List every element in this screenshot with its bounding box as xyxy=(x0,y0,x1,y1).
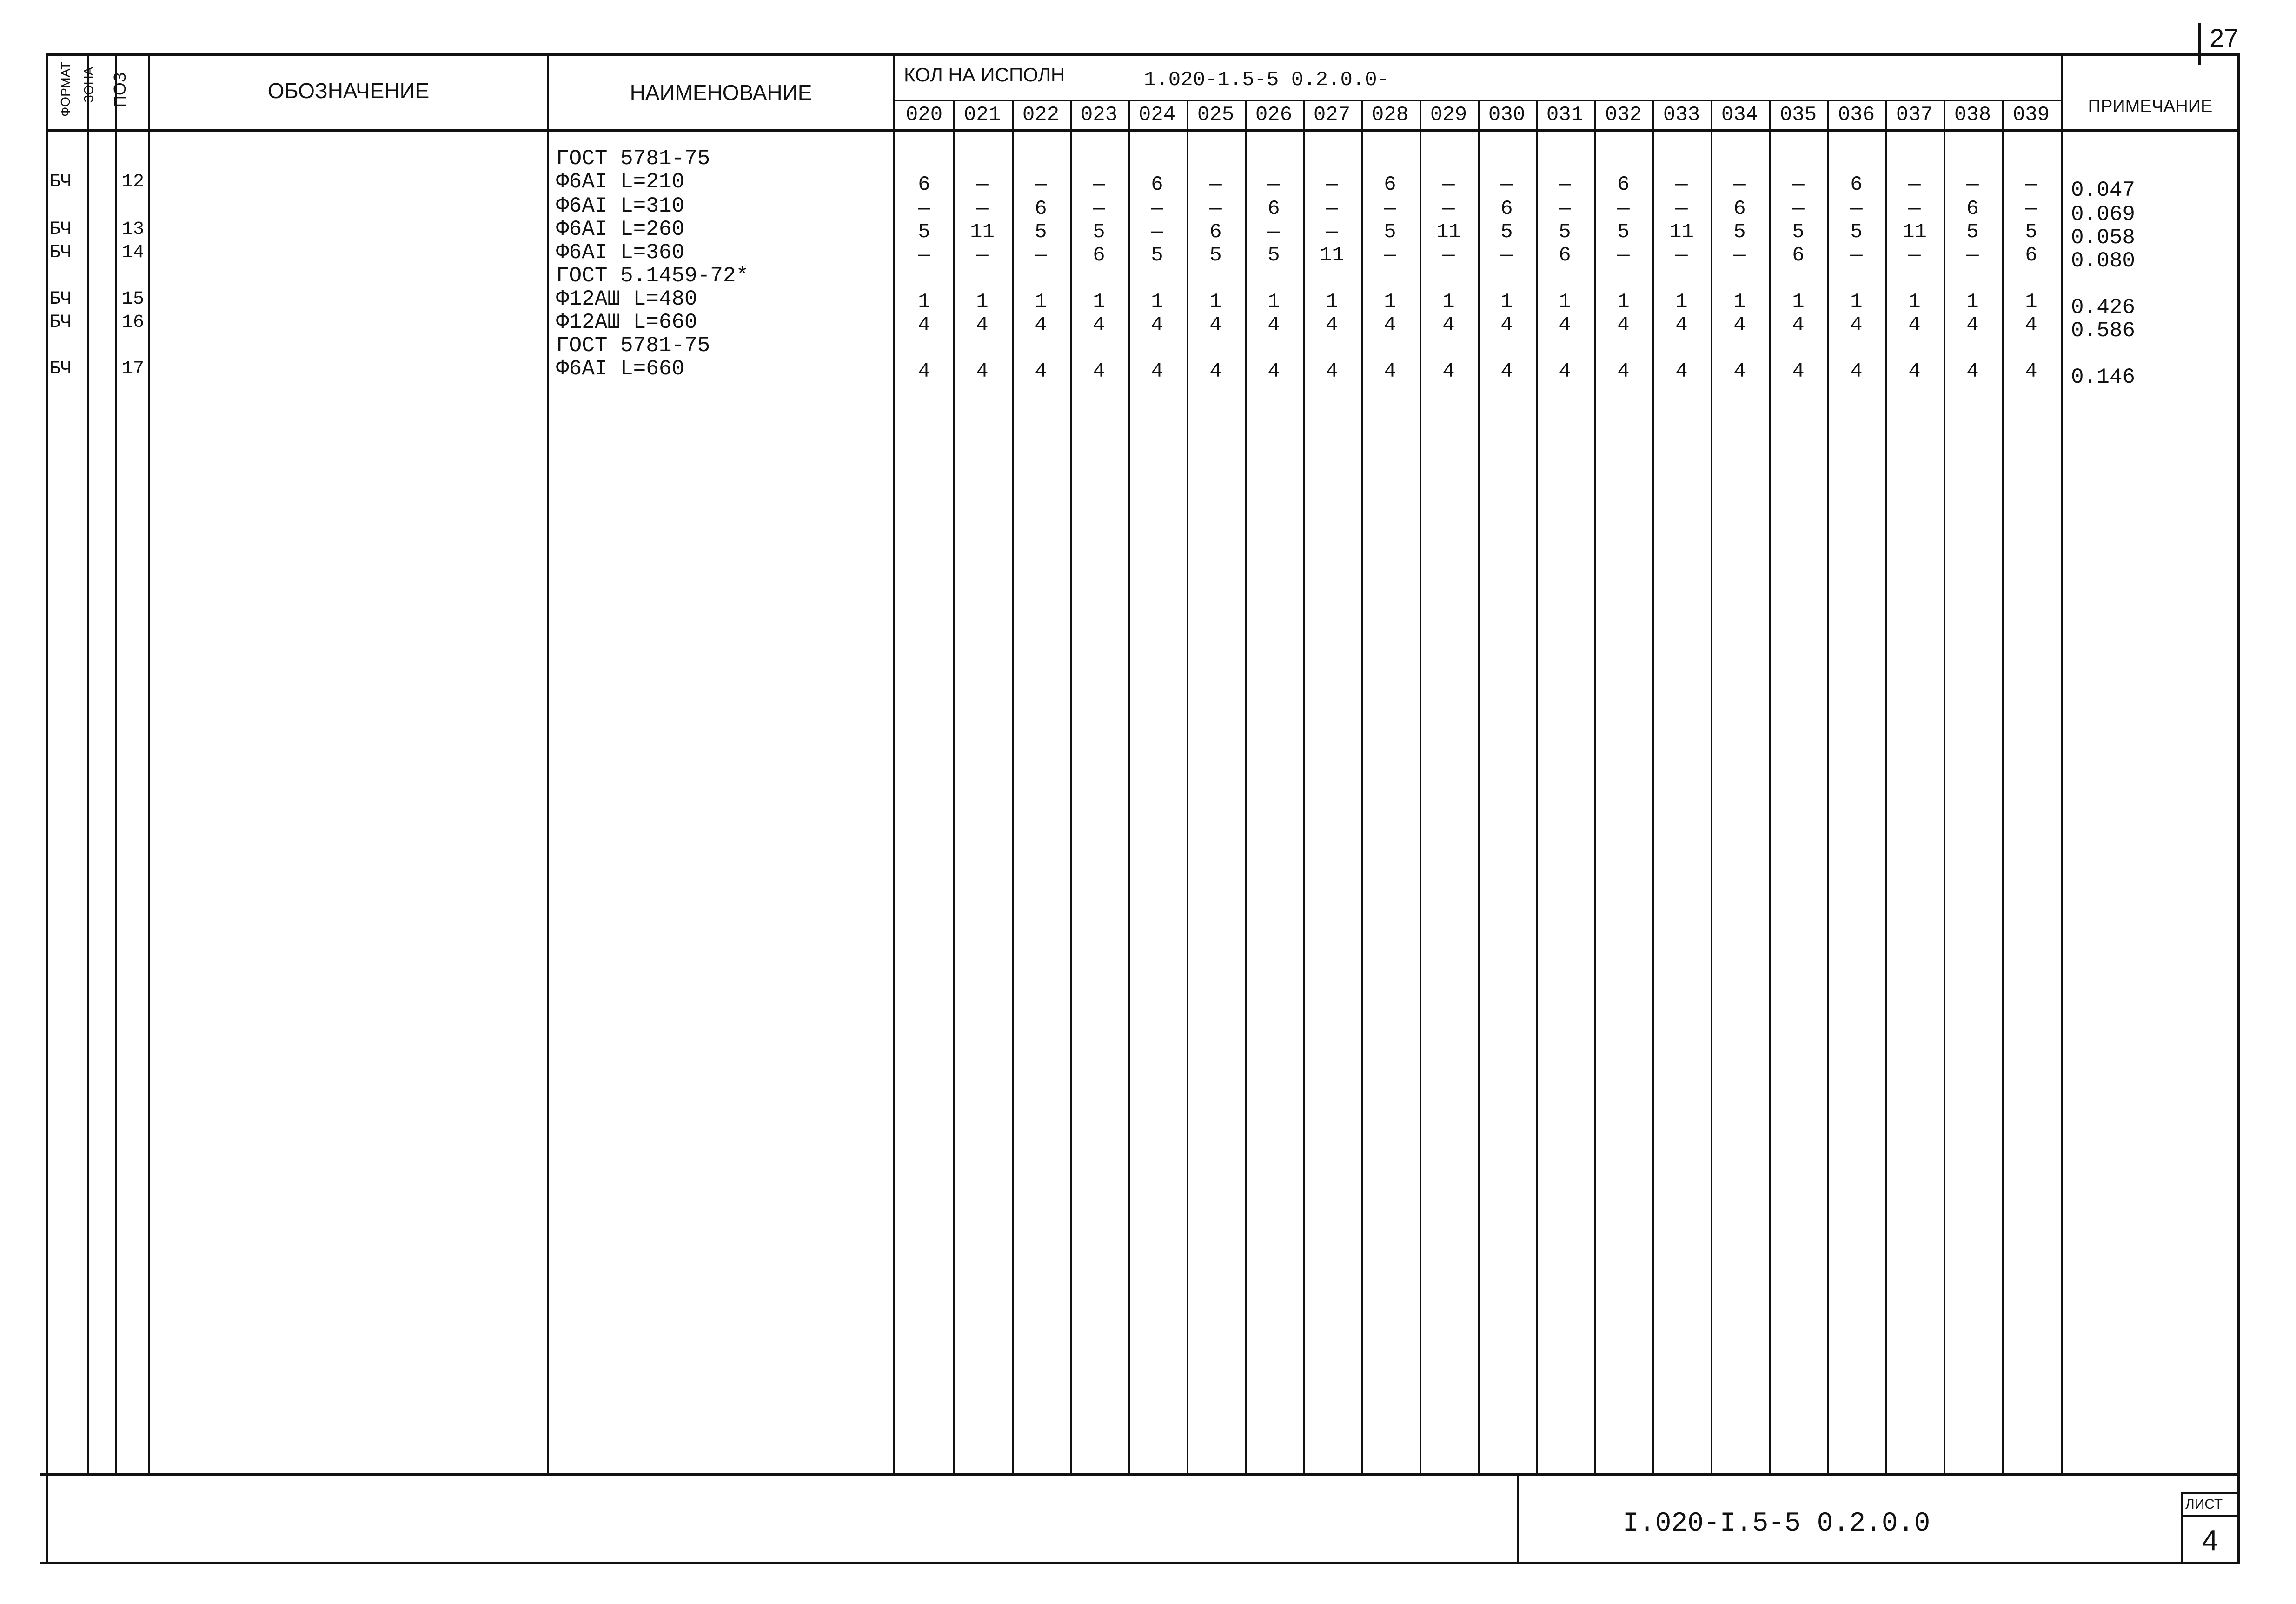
qty-cell: — xyxy=(1966,173,1979,196)
version-header: 030 xyxy=(1488,103,1526,126)
name-line: Ф12АШ L=480 xyxy=(556,287,697,311)
qty-cell: — xyxy=(2025,173,2037,196)
version-header: 020 xyxy=(905,103,943,126)
qty-cell: 1 xyxy=(1850,290,1863,313)
title-block-divider xyxy=(1517,1473,1519,1564)
qty-cell: 6 xyxy=(1151,173,1163,196)
qty-cell: 5 xyxy=(1267,244,1280,267)
name-line: Ф6АI L=310 xyxy=(556,194,685,218)
qty-cell: 1 xyxy=(1733,290,1746,313)
qty-cell: 6 xyxy=(2025,244,2037,267)
qty-cell: 6 xyxy=(1209,220,1222,244)
version-header: 033 xyxy=(1663,103,1700,126)
name-line: Ф6АI L=360 xyxy=(556,240,685,265)
qty-cell: 5 xyxy=(1559,220,1571,244)
version-header: 038 xyxy=(1954,103,1991,126)
qty-cell: — xyxy=(1792,173,1805,196)
row-format: БЧ xyxy=(49,359,72,379)
qty-cell: — xyxy=(1093,197,1105,220)
row-format: БЧ xyxy=(49,172,72,193)
qty-cell: 4 xyxy=(1733,313,1746,337)
qty-cell: 4 xyxy=(1559,360,1571,383)
qty-cell: 4 xyxy=(1151,360,1163,383)
qty-cell: 4 xyxy=(1966,313,1979,337)
row-format: БЧ xyxy=(49,289,72,310)
version-header: 032 xyxy=(1605,103,1642,126)
qty-cell: — xyxy=(918,244,930,267)
qty-cell: — xyxy=(1908,244,1921,267)
qty-cell: 4 xyxy=(2025,313,2037,337)
row-format: БЧ xyxy=(49,219,72,240)
qty-cell: 11 xyxy=(1436,220,1461,244)
frame-top xyxy=(46,53,2240,56)
frame-bottom xyxy=(40,1562,2240,1564)
qty-cell: 4 xyxy=(918,360,930,383)
qty-cell: 6 xyxy=(918,173,930,196)
qty-cell: 4 xyxy=(1675,360,1688,383)
qty-cell: — xyxy=(1209,173,1222,196)
version-header: 024 xyxy=(1138,103,1176,126)
doc-code: I.020-I.5-5 0.2.0.0 xyxy=(1623,1509,1931,1539)
qty-cell: — xyxy=(1966,244,1979,267)
qty-cell: 4 xyxy=(976,313,989,337)
version-header: 031 xyxy=(1546,103,1584,126)
qty-cell: 5 xyxy=(1093,220,1105,244)
qty-cell: 4 xyxy=(2025,360,2037,383)
qty-cell: 6 xyxy=(1384,173,1396,196)
qty-cell: — xyxy=(1792,197,1805,220)
qty-cell: 4 xyxy=(1908,313,1921,337)
qty-cell: 1 xyxy=(1792,290,1805,313)
page-number-divider xyxy=(2198,23,2201,65)
sheet-box-top xyxy=(2181,1492,2240,1494)
qty-cell: — xyxy=(1384,197,1396,220)
qty-cell: 4 xyxy=(1209,360,1222,383)
qty-cell: 4 xyxy=(1326,313,1338,337)
qty-cell: 4 xyxy=(1267,360,1280,383)
qty-cell: 4 xyxy=(1850,313,1863,337)
qty-cell: 1 xyxy=(1442,290,1455,313)
qty-cell: 5 xyxy=(2025,220,2037,244)
qty-cell: — xyxy=(1675,244,1688,267)
qty-cell: 5 xyxy=(1733,220,1746,244)
qty-cell: — xyxy=(1908,173,1921,196)
name-line: Ф6АI L=260 xyxy=(556,217,685,241)
row-note: 0.586 xyxy=(2071,319,2136,343)
qty-cell: 1 xyxy=(1675,290,1688,313)
qty-cell: 4 xyxy=(918,313,930,337)
version-header: 028 xyxy=(1371,103,1409,126)
col-line-name xyxy=(547,53,549,1476)
qty-cell: 11 xyxy=(1669,220,1694,244)
qty-cell: 1 xyxy=(1384,290,1396,313)
row-note: 0.080 xyxy=(2071,249,2136,273)
sheet-box-mid xyxy=(2181,1515,2240,1517)
qty-cell: 5 xyxy=(1850,220,1863,244)
qty-cell: — xyxy=(976,197,989,220)
qty-cell: 4 xyxy=(1093,360,1105,383)
qty-cell: 4 xyxy=(1850,360,1863,383)
header-pos: ПОЗ xyxy=(110,72,129,107)
qty-cell: 4 xyxy=(1792,360,1805,383)
qty-cell: — xyxy=(1733,244,1746,267)
name-line: Ф6АI L=660 xyxy=(556,357,685,381)
row-pos: 14 xyxy=(122,242,145,263)
qty-cell: — xyxy=(1908,197,1921,220)
version-header: 036 xyxy=(1838,103,1875,126)
qty-cell: — xyxy=(1675,173,1688,196)
qty-cell: 6 xyxy=(1035,197,1047,220)
qty-cell: — xyxy=(976,173,989,196)
qty-cell: — xyxy=(1093,173,1105,196)
qty-cell: 11 xyxy=(970,220,995,244)
qty-cell: 1 xyxy=(1617,290,1630,313)
qty-cell: 6 xyxy=(1792,244,1805,267)
row-note: 0.058 xyxy=(2071,226,2136,250)
qty-cell: — xyxy=(1035,173,1047,196)
qty-cell: 4 xyxy=(976,360,989,383)
header-name: НАИМЕНОВАНИЕ xyxy=(630,80,812,105)
qty-cell: — xyxy=(2025,197,2037,220)
col-line-zone xyxy=(87,53,89,1476)
row-format: БЧ xyxy=(49,312,72,333)
name-line: ГОСТ 5.1459-72* xyxy=(556,264,749,288)
header-format: ФОРМАТ xyxy=(58,61,73,117)
qty-cell: — xyxy=(1442,197,1455,220)
version-header: 021 xyxy=(963,103,1001,126)
qty-cell: — xyxy=(918,197,930,220)
qty-cell: — xyxy=(1267,173,1280,196)
qty-cell: 5 xyxy=(1792,220,1805,244)
qty-cell: 4 xyxy=(1209,313,1222,337)
qty-cell: 5 xyxy=(918,220,930,244)
qty-cell: 5 xyxy=(1151,244,1163,267)
qty-cell: 4 xyxy=(1792,313,1805,337)
col-line-designation xyxy=(148,53,150,1476)
qty-cell: 1 xyxy=(1500,290,1513,313)
qty-cell: — xyxy=(1326,220,1338,244)
qty-cell: 5 xyxy=(1209,244,1222,267)
qty-cell: 5 xyxy=(1500,220,1513,244)
row-pos: 13 xyxy=(122,219,145,240)
qty-cell: 1 xyxy=(1035,290,1047,313)
qty-cell: 4 xyxy=(1559,313,1571,337)
version-header: 023 xyxy=(1080,103,1118,126)
qty-cell: 1 xyxy=(1966,290,1979,313)
name-line: ГОСТ 5781-75 xyxy=(556,333,710,358)
sheet-number: 4 xyxy=(2202,1524,2218,1557)
qty-cell: 4 xyxy=(1733,360,1746,383)
qty-cell: 4 xyxy=(1442,360,1455,383)
qty-cell: 4 xyxy=(1093,313,1105,337)
qty-cell: 5 xyxy=(1035,220,1047,244)
qty-cell: — xyxy=(1326,173,1338,196)
version-header: 027 xyxy=(1313,103,1351,126)
qty-cell: — xyxy=(1617,197,1630,220)
qty-cell: 4 xyxy=(1442,313,1455,337)
version-header: 039 xyxy=(2012,103,2050,126)
name-line: Ф6АI L=210 xyxy=(556,170,685,194)
qty-cell: 6 xyxy=(1966,197,1979,220)
qty-cell: 5 xyxy=(1384,220,1396,244)
qty-cell: 4 xyxy=(1500,313,1513,337)
qty-cell: — xyxy=(1267,220,1280,244)
qty-cell: 4 xyxy=(1675,313,1688,337)
version-header: 022 xyxy=(1022,103,1060,126)
qty-cell: 6 xyxy=(1093,244,1105,267)
row-pos: 16 xyxy=(122,312,145,333)
version-header: 025 xyxy=(1197,103,1234,126)
name-line: ГОСТ 5781-75 xyxy=(556,146,710,171)
qty-cell: 4 xyxy=(1151,313,1163,337)
qty-cell: — xyxy=(1850,244,1863,267)
version-header: 034 xyxy=(1721,103,1758,126)
qty-cell: 5 xyxy=(1617,220,1630,244)
header-bottom-rule xyxy=(46,129,2240,132)
qty-cell: 6 xyxy=(1500,197,1513,220)
qty-cell: — xyxy=(1326,197,1338,220)
version-header: 026 xyxy=(1255,103,1293,126)
qty-cell: — xyxy=(1209,197,1222,220)
qty-cell: 4 xyxy=(1384,313,1396,337)
qty-cell: — xyxy=(1559,197,1571,220)
qty-cell: 1 xyxy=(1093,290,1105,313)
qty-cell: — xyxy=(1442,173,1455,196)
qty-cell: — xyxy=(1850,197,1863,220)
qty-cell: 4 xyxy=(1035,313,1047,337)
qty-cell: — xyxy=(1035,244,1047,267)
header-qty-code: 1.020-1.5-5 0.2.0.0- xyxy=(1144,68,1390,92)
qty-cell: 1 xyxy=(2025,290,2037,313)
qty-cell: 1 xyxy=(1908,290,1921,313)
row-note: 0.047 xyxy=(2071,178,2136,202)
header-note: ПРИМЕЧАНИЕ xyxy=(2088,97,2213,116)
sheet-box-left xyxy=(2181,1492,2183,1564)
qty-cell: 6 xyxy=(1617,173,1630,196)
row-note: 0.146 xyxy=(2071,365,2136,389)
qty-cell: — xyxy=(1675,197,1688,220)
qty-cell: 1 xyxy=(1209,290,1222,313)
qty-cell: — xyxy=(1500,244,1513,267)
qty-cell: 4 xyxy=(1384,360,1396,383)
version-header: 029 xyxy=(1430,103,1467,126)
title-block-top xyxy=(40,1473,2240,1476)
row-pos: 12 xyxy=(122,172,145,193)
qty-cell: — xyxy=(1733,173,1746,196)
qty-cell: 6 xyxy=(1267,197,1280,220)
qty-cell: 5 xyxy=(1966,220,1979,244)
header-designation: ОБОЗНАЧЕНИЕ xyxy=(267,79,430,103)
qty-cell: 4 xyxy=(1908,360,1921,383)
col-line-note xyxy=(2061,53,2063,1476)
qty-cell: 11 xyxy=(1902,220,1927,244)
qty-cell: 1 xyxy=(1326,290,1338,313)
version-header: 035 xyxy=(1779,103,1817,126)
qty-cell: 1 xyxy=(1267,290,1280,313)
qty-cell: — xyxy=(1442,244,1455,267)
qty-cell: 6 xyxy=(1559,244,1571,267)
version-header: 037 xyxy=(1896,103,1933,126)
qty-cell: 11 xyxy=(1320,244,1344,267)
qty-cell: 4 xyxy=(1617,360,1630,383)
row-pos: 17 xyxy=(122,359,145,379)
qty-cell: 1 xyxy=(1559,290,1571,313)
row-format: БЧ xyxy=(49,242,72,263)
col-line-pos xyxy=(115,53,117,1476)
qty-cell: 1 xyxy=(1151,290,1163,313)
qty-cell: — xyxy=(1384,244,1396,267)
qty-cell: — xyxy=(1151,220,1163,244)
qty-cell: 4 xyxy=(1326,360,1338,383)
qty-cell: 4 xyxy=(1966,360,1979,383)
qty-cell: 4 xyxy=(1267,313,1280,337)
qty-cell: 6 xyxy=(1733,197,1746,220)
qty-cell: 1 xyxy=(976,290,989,313)
frame-left xyxy=(46,53,48,1564)
qty-cell: 6 xyxy=(1850,173,1863,196)
row-pos: 15 xyxy=(122,289,145,310)
qty-cell: — xyxy=(976,244,989,267)
header-zone: ЗОНА xyxy=(81,67,96,103)
qty-cell: 1 xyxy=(918,290,930,313)
qty-cell: — xyxy=(1617,244,1630,267)
sheet-label: ЛИСТ xyxy=(2185,1497,2223,1512)
qty-cell: 4 xyxy=(1617,313,1630,337)
frame-right xyxy=(2237,53,2240,1564)
row-note: 0.426 xyxy=(2071,295,2136,319)
qty-cell: — xyxy=(1151,197,1163,220)
row-note: 0.069 xyxy=(2071,202,2136,226)
qty-cell: 4 xyxy=(1035,360,1047,383)
name-line: Ф12АШ L=660 xyxy=(556,310,697,334)
page-number: 27 xyxy=(2210,23,2239,53)
qty-cell: 4 xyxy=(1500,360,1513,383)
qty-cell: — xyxy=(1559,173,1571,196)
qty-cell: — xyxy=(1500,173,1513,196)
header-qty-prefix: КОЛ НА ИСПОЛН xyxy=(904,64,1065,86)
